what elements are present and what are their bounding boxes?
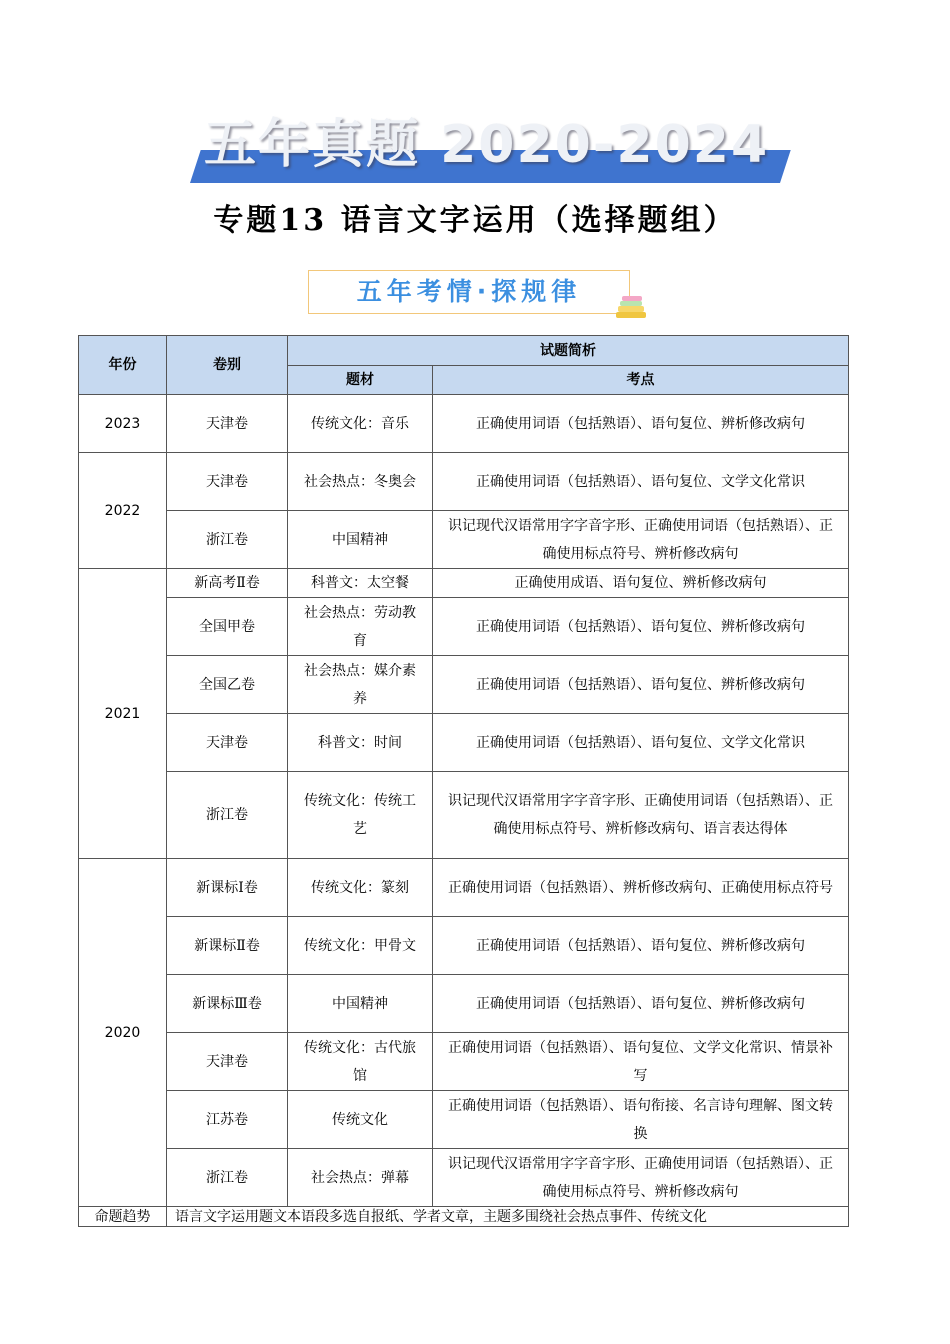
section-tag — [308, 270, 630, 314]
table-row — [79, 395, 849, 453]
books-stack-icon — [616, 294, 648, 320]
topic-cell: 传统文化：音乐 — [288, 395, 433, 453]
header-points: 考点 — [433, 366, 849, 395]
table-row — [79, 569, 849, 598]
paper-cell: 浙江卷 — [167, 511, 288, 569]
year-cell: 2020 — [79, 859, 167, 1207]
table-row — [79, 598, 849, 656]
section-tag-label: 五年考情·探规律 — [356, 277, 582, 306]
year-cell: 2021 — [79, 569, 167, 859]
topic-cell: 科普文：时间 — [288, 714, 433, 772]
paper-cell: 天津卷 — [167, 395, 288, 453]
topic-cell: 传统文化 — [288, 1091, 433, 1149]
table-row — [79, 772, 849, 859]
page-title: 专题13 语言文字运用（选择题组） — [213, 203, 737, 238]
points-cell: 正确使用词语（包括熟语）、语句复位、文学文化常识 — [433, 453, 849, 511]
paper-cell: 天津卷 — [167, 714, 288, 772]
paper-cell: 浙江卷 — [167, 772, 288, 859]
topic-cell: 传统文化：古代旅馆 — [288, 1033, 433, 1091]
table-row — [79, 453, 849, 511]
topic-cell: 传统文化：甲骨文 — [288, 917, 433, 975]
topic-cell: 中国精神 — [288, 975, 433, 1033]
paper-cell: 新高考Ⅱ卷 — [167, 569, 288, 598]
table-row — [79, 859, 849, 917]
topic-cell: 社会热点：弹幕 — [288, 1149, 433, 1207]
topic-cell: 社会热点：媒介素养 — [288, 656, 433, 714]
header-paper: 卷别 — [167, 336, 288, 395]
table-row — [79, 1091, 849, 1149]
table-row — [79, 1149, 849, 1207]
trend-row — [79, 1207, 849, 1227]
paper-cell: 全国乙卷 — [167, 656, 288, 714]
points-cell: 正确使用词语（包括熟语）、辨析修改病句、正确使用标点符号 — [433, 859, 849, 917]
paper-cell: 全国甲卷 — [167, 598, 288, 656]
year-cell: 2023 — [79, 395, 167, 453]
topic-cell: 传统文化：篆刻 — [288, 859, 433, 917]
points-cell: 识记现代汉语常用字字音字形、正确使用词语（包括熟语）、正确使用标点符号、辨析修改病句、语言表达得体 — [433, 772, 849, 859]
points-cell: 正确使用词语（包括熟语）、语句复位、辨析修改病句 — [433, 917, 849, 975]
table-row — [79, 1033, 849, 1091]
table-row — [79, 975, 849, 1033]
paper-cell: 天津卷 — [167, 1033, 288, 1091]
exam-analysis-table — [78, 335, 849, 1227]
title-banner — [178, 112, 770, 184]
table-row — [79, 917, 849, 975]
header-year: 年份 — [79, 336, 167, 395]
banner-title: 五年真题 2020-2024 — [204, 115, 770, 175]
points-cell: 正确使用词语（包括熟语）、语句复位、辨析修改病句 — [433, 395, 849, 453]
paper-cell: 浙江卷 — [167, 1149, 288, 1207]
topic-cell: 中国精神 — [288, 511, 433, 569]
points-cell: 正确使用成语、语句复位、辨析修改病句 — [433, 569, 849, 598]
table-row — [79, 714, 849, 772]
topic-cell: 社会热点：劳动教育 — [288, 598, 433, 656]
paper-cell: 天津卷 — [167, 453, 288, 511]
points-cell: 识记现代汉语常用字字音字形、正确使用词语（包括熟语）、正确使用标点符号、辨析修改病句 — [433, 511, 849, 569]
paper-cell: 新课标Ⅱ卷 — [167, 917, 288, 975]
points-cell: 正确使用词语（包括熟语）、语句复位、辨析修改病句 — [433, 975, 849, 1033]
points-cell: 正确使用词语（包括熟语）、语句复位、文学文化常识 — [433, 714, 849, 772]
paper-cell: 新课标Ⅲ卷 — [167, 975, 288, 1033]
table-row — [79, 656, 849, 714]
points-cell: 识记现代汉语常用字字音字形、正确使用词语（包括熟语）、正确使用标点符号、辨析修改病句 — [433, 1149, 849, 1207]
points-cell: 正确使用词语（包括熟语）、语句衔接、名言诗句理解、图文转换 — [433, 1091, 849, 1149]
points-cell: 正确使用词语（包括熟语）、语句复位、辨析修改病句 — [433, 656, 849, 714]
topic-cell: 社会热点：冬奥会 — [288, 453, 433, 511]
paper-cell: 新课标Ⅰ卷 — [167, 859, 288, 917]
topic-cell: 传统文化：传统工艺 — [288, 772, 433, 859]
header-topic: 题材 — [288, 366, 433, 395]
points-cell: 正确使用词语（包括熟语）、语句复位、文学文化常识、情景补写 — [433, 1033, 849, 1091]
points-cell: 正确使用词语（包括熟语）、语句复位、辨析修改病句 — [433, 598, 849, 656]
year-cell: 2022 — [79, 453, 167, 569]
trend-label: 命题趋势 — [79, 1207, 167, 1227]
header-analysis: 试题简析 — [288, 336, 849, 366]
topic-cell: 科普文：太空餐 — [288, 569, 433, 598]
table-row — [79, 511, 849, 569]
paper-cell: 江苏卷 — [167, 1091, 288, 1149]
trend-text: 语言文字运用题文本语段多选自报纸、学者文章，主题多围绕社会热点事件、传统文化 — [167, 1207, 849, 1227]
